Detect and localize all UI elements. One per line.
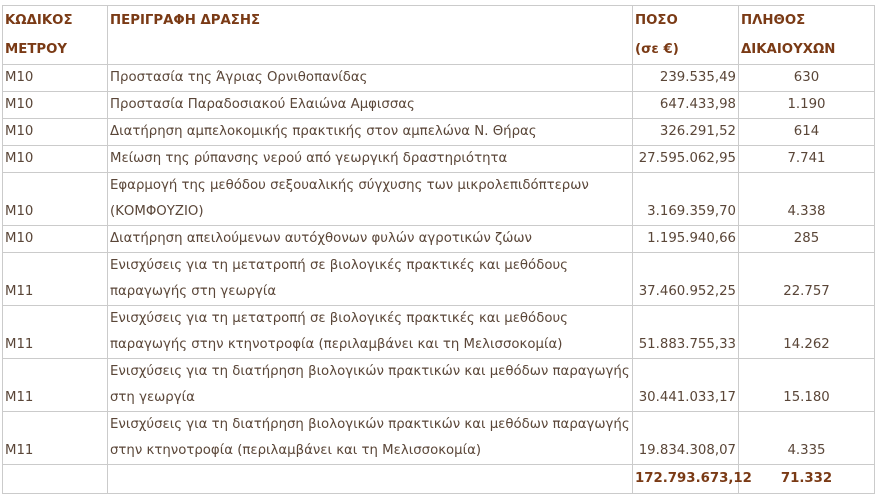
amount-euro: 3.169.359,70 — [633, 173, 739, 226]
table-row — [3, 226, 875, 253]
beneficiary-count: 7.741 — [739, 146, 875, 173]
measure-code: M11 — [3, 253, 108, 306]
description-line: παραγωγής στη γεωργία — [110, 284, 277, 299]
beneficiary-count: 15.180 — [739, 359, 875, 412]
action-description — [108, 92, 633, 119]
measure-code: M11 — [3, 306, 108, 359]
amount-euro: 37.460.952,25 — [633, 253, 739, 306]
beneficiary-count: 14.262 — [739, 306, 875, 359]
header-description-text: ΠΕΡΙΓΡΑΦΗ ΔΡΑΣΗΣ — [110, 13, 261, 28]
action-description — [108, 253, 633, 306]
amount-euro: 326.291,52 — [633, 119, 739, 146]
description-line: στην κτηνοτροφία (περιλαμβάνει και τη Μελισσοκομία) — [110, 443, 482, 458]
total-amount: 172.793.673,12 — [633, 465, 739, 494]
beneficiary-count: 630 — [739, 65, 875, 92]
table-row — [3, 92, 875, 119]
action-description — [108, 226, 633, 253]
action-description — [108, 65, 633, 92]
beneficiary-count: 22.757 — [739, 253, 875, 306]
measure-code: M11 — [3, 412, 108, 465]
beneficiary-count: 4.335 — [739, 412, 875, 465]
header-count-line: ΠΛΗΘΟΣ — [741, 13, 806, 28]
total-count: 71.332 — [739, 465, 875, 494]
header-count-line: ΔΙΚΑΙΟΥΧΩΝ — [741, 42, 836, 57]
description-line: Μείωση της ρύπανσης νερού από γεωργική δραστηριότητα — [110, 151, 508, 166]
table-row — [3, 253, 875, 306]
header-count — [739, 6, 875, 65]
table-row — [3, 65, 875, 92]
description-line: Προστασία της Άγριας Ορνιθοπανίδας — [110, 70, 368, 85]
beneficiary-count: 4.338 — [739, 173, 875, 226]
table-row — [3, 306, 875, 359]
header-code-line: ΚΩΔΙΚΟΣ — [5, 13, 73, 28]
header-amount-line: (σε €) — [635, 42, 679, 57]
amount-euro: 239.535,49 — [633, 65, 739, 92]
description-line: Εφαρμογή της μεθόδου σεξουαλικής σύγχυσης των μικρολεπιδόπτερων — [110, 178, 589, 193]
beneficiary-count: 614 — [739, 119, 875, 146]
description-line: (ΚΟΜΦΟΥΖΙΟ) — [110, 204, 204, 219]
header-amount-line: ΠΟΣΟ — [635, 13, 678, 28]
description-line: στη γεωργία — [110, 390, 195, 405]
table-body — [3, 65, 875, 465]
description-line: Διατήρηση απειλούμενων αυτόχθονων φυλών αγροτικών ζώων — [110, 231, 532, 246]
beneficiary-count: 285 — [739, 226, 875, 253]
table-row — [3, 412, 875, 465]
measure-code: M11 — [3, 359, 108, 412]
header-description — [108, 6, 633, 65]
total-description-cell — [108, 465, 633, 494]
measure-code: M10 — [3, 146, 108, 173]
action-description — [108, 306, 633, 359]
measures-table — [2, 5, 875, 494]
table-row — [3, 173, 875, 226]
amount-euro: 1.195.940,66 — [633, 226, 739, 253]
description-line: Ενισχύσεις για τη διατήρηση βιολογικών πρακτικών και μεθόδων παραγωγής — [110, 364, 630, 379]
header-code-line: ΜΕΤΡΟΥ — [5, 42, 68, 57]
amount-euro: 51.883.755,33 — [633, 306, 739, 359]
description-line: Ενισχύσεις για τη μετατροπή σε βιολογικές πρακτικές και μεθόδους — [110, 258, 568, 273]
description-line: Ενισχύσεις για τη μετατροπή σε βιολογικές πρακτικές και μεθόδους — [110, 311, 568, 326]
table-row — [3, 119, 875, 146]
amount-euro: 19.834.308,07 — [633, 412, 739, 465]
amount-euro: 647.433,98 — [633, 92, 739, 119]
header-code — [3, 6, 108, 65]
measure-code: M10 — [3, 92, 108, 119]
total-code-cell — [3, 465, 108, 494]
amount-euro: 30.441.033,17 — [633, 359, 739, 412]
beneficiary-count: 1.190 — [739, 92, 875, 119]
total-row — [3, 465, 875, 494]
header-amount — [633, 6, 739, 65]
action-description — [108, 359, 633, 412]
description-line: Διατήρηση αμπελοκομικής πρακτικής στον αμπελώνα Ν. Θήρας — [110, 124, 537, 139]
amount-euro: 27.595.062,95 — [633, 146, 739, 173]
action-description — [108, 146, 633, 173]
action-description — [108, 173, 633, 226]
action-description — [108, 412, 633, 465]
header-row — [3, 6, 875, 65]
description-line: παραγωγής στην κτηνοτροφία (περιλαμβάνει και τη Μελισσοκομία) — [110, 337, 563, 352]
measure-code: M10 — [3, 65, 108, 92]
measure-code: M10 — [3, 226, 108, 253]
description-line: Προστασία Παραδοσιακού Ελαιώνα Αμφισσας — [110, 97, 415, 112]
description-line: Ενισχύσεις για τη διατήρηση βιολογικών πρακτικών και μεθόδων παραγωγής — [110, 417, 630, 432]
action-description — [108, 119, 633, 146]
measure-code: M10 — [3, 119, 108, 146]
table-row — [3, 359, 875, 412]
table-row — [3, 146, 875, 173]
measure-code: M10 — [3, 173, 108, 226]
